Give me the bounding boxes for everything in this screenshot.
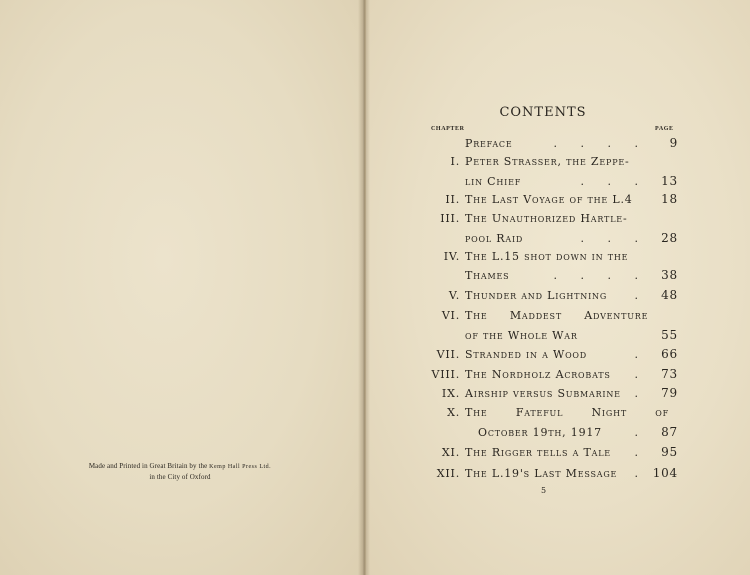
imprint-line-1 (40, 461, 320, 472)
toc-entry-2 (420, 190, 690, 209)
toc-page: 95 (661, 445, 678, 459)
toc-title: Thunder and Lightning (465, 289, 608, 302)
toc-number: IX. (441, 387, 460, 400)
toc-title: The L.19's Last Message (465, 467, 618, 480)
toc-entry-10-cont (420, 423, 690, 442)
page-column-header: PAGE (655, 126, 674, 132)
toc-title-continued: October 19th, 1917 (478, 426, 602, 439)
toc-entry-6 (420, 306, 690, 325)
toc-title: The Last Voyage of the L.4 (465, 193, 633, 206)
toc-page: 13 (661, 174, 678, 188)
toc-page: 18 (661, 192, 678, 206)
toc-number: I. (450, 155, 460, 168)
toc-title-continued: of the Whole War (465, 329, 578, 342)
toc-number: VII. (436, 348, 460, 361)
toc-entry-12 (420, 464, 690, 483)
toc-number: X. (447, 406, 460, 419)
toc-entry-4-cont (420, 266, 690, 285)
toc-dots: . . . (580, 232, 648, 245)
toc-title: The Maddest Adventure (465, 309, 649, 322)
toc-entry-7 (420, 345, 690, 364)
toc-page: 38 (661, 268, 678, 282)
toc-page: 55 (661, 328, 678, 342)
toc-number: XII. (436, 467, 460, 480)
toc-dots: . (634, 348, 648, 361)
toc-title-continued: pool Raid (465, 232, 524, 245)
toc-number: VI. (441, 309, 460, 322)
toc-number: V. (448, 289, 460, 302)
toc-title-continued: lin Chief (465, 175, 522, 188)
toc-entry-1 (420, 152, 690, 171)
contents-title: CONTENTS (499, 105, 587, 120)
chapter-column-header: CHAPTER (431, 126, 465, 132)
toc-entry-6-cont (420, 326, 690, 345)
toc-title: Preface (465, 137, 513, 150)
toc-page: 104 (652, 466, 678, 480)
toc-entry-preface (420, 134, 690, 153)
toc-entry-10 (420, 403, 690, 422)
toc-title: The Fateful Night of (465, 406, 669, 419)
toc-number: III. (440, 212, 460, 225)
toc-page: 9 (669, 136, 678, 150)
toc-page: 66 (661, 347, 678, 361)
imprint-prefix: Made and Printed in Great Britain by the (88, 462, 208, 470)
imprint-press: Kemp Hall Press Ltd. (209, 464, 272, 470)
toc-dots: . (634, 368, 648, 381)
toc-dots: . (634, 289, 648, 302)
toc-entry-9 (420, 384, 690, 403)
toc-title: The L.15 shot down in the (465, 250, 629, 263)
toc-page: 73 (661, 367, 678, 381)
toc-entry-5 (420, 286, 690, 305)
toc-dots: . (634, 446, 648, 459)
toc-number: VIII. (431, 368, 460, 381)
toc-page: 79 (661, 386, 678, 400)
page-folio: 5 (541, 486, 547, 495)
toc-title-continued: Thames (465, 269, 510, 282)
toc-title: The Rigger tells a Tale (465, 446, 611, 459)
toc-number: II. (445, 193, 460, 206)
toc-entry-4 (420, 247, 690, 266)
toc-entry-8 (420, 365, 690, 384)
toc-entry-3-cont (420, 229, 690, 248)
printer-imprint (40, 461, 320, 482)
toc-entry-1-cont (420, 172, 690, 191)
toc-dots: . (634, 387, 648, 400)
toc-page: 28 (661, 231, 678, 245)
toc-title: Peter Strasser, the Zeppe- (465, 155, 630, 168)
toc-number: IV. (443, 250, 460, 263)
toc-dots: . . . (580, 175, 648, 188)
toc-dots: . (634, 426, 648, 439)
toc-page: 87 (661, 425, 678, 439)
toc-title: Stranded in a Wood (465, 348, 588, 361)
left-page (0, 0, 364, 575)
toc-title: The Nordholz Acrobats (465, 368, 611, 381)
toc-title: Airship versus Submarine (465, 387, 621, 400)
toc-entry-11 (420, 443, 690, 462)
imprint-line-2: in the City of Oxford (149, 473, 211, 481)
book-gutter (358, 0, 370, 575)
toc-page: 48 (661, 288, 678, 302)
toc-title: The Unauthorized Hartle- (465, 212, 628, 225)
toc-dots: . . . . (553, 137, 648, 150)
toc-entry-3 (420, 209, 690, 228)
toc-dots: . (634, 467, 648, 480)
toc-dots: . . . . (553, 269, 648, 282)
toc-number: XI. (441, 446, 460, 459)
